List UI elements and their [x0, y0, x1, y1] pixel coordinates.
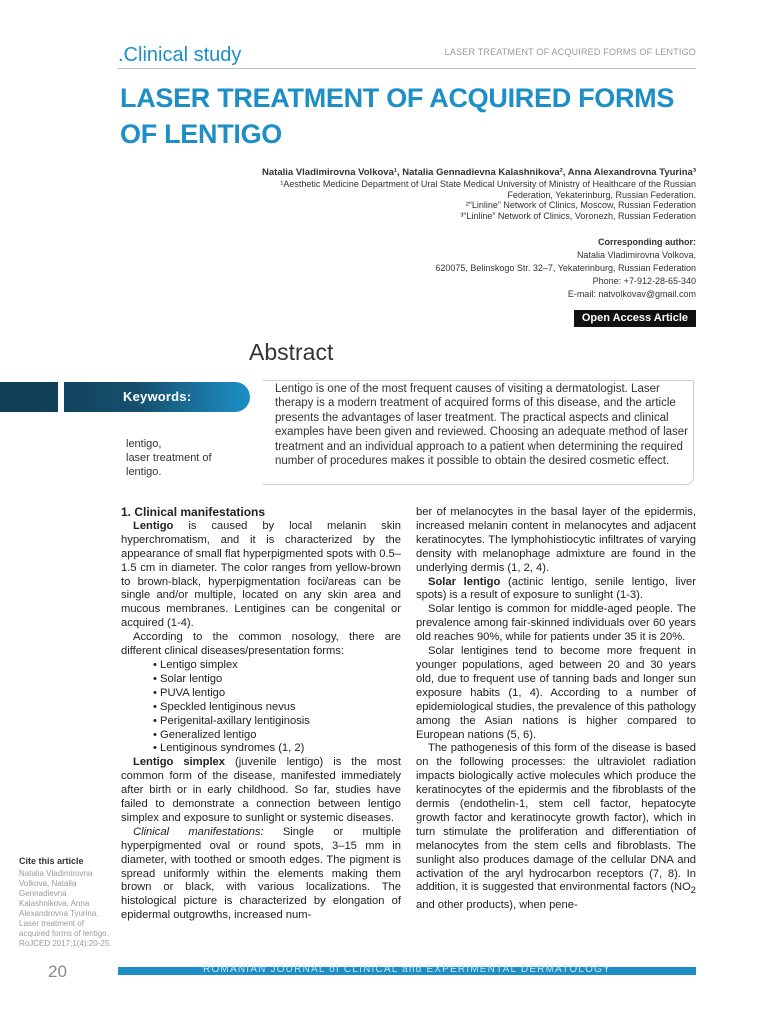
- keywords-banner-tab: [0, 382, 62, 412]
- list-item: • Solar lentigo: [153, 673, 401, 687]
- affiliation-3: ³“Linline” Network of Clinics, Voronezh, Russian Federation: [460, 211, 696, 221]
- keyword-item: laser treatment of: [126, 452, 212, 464]
- term-lentigo: Lentigo: [133, 519, 174, 532]
- keywords-list: [126, 437, 212, 479]
- paragraph-text: The pathogenesis of this form of the disease is based on the following processes: the ultraviolet radiation impacts biologically active molecules which produce the keratinocytes of the epidermis and the fibroblasts of the dermis (endothelin-1, stem cell factor, hepatocyte growth factor and keratinocyte growth factor), which in turn stimulate the proliferation and differentiation of melanocytes from the stem cells and fibroblasts. The sunlight also produces damage of the cellular DNA and activation of the aryl hydrocarbon receptors (7, 8). In addition, it is suggested that environmental factors (NO: [416, 742, 696, 894]
- list-item: • Generalized lentigo: [153, 729, 401, 743]
- list-item: • Speckled lentiginous nevus: [153, 701, 401, 715]
- forms-list: [121, 659, 401, 756]
- open-access-badge: Open Access Article: [574, 310, 696, 327]
- running-title: LASER TREATMENT OF ACQUIRED FORMS OF LENTIGO: [444, 47, 696, 57]
- cite-heading: Cite this article: [19, 856, 84, 866]
- paragraph-text: (juvenile lentigo) is the most common form of the disease, manifested immediately after birth or in early childhood. So far, studies have failed to demonstrate a connection between lentigo simplex and exposure to sunlight or systemic diseases.: [121, 756, 401, 824]
- corresponding-email[interactable]: E-mail: natvolkovav@gmail.com: [567, 289, 696, 299]
- keyword-item: lentigo,: [126, 438, 162, 450]
- abstract-heading: Abstract: [249, 339, 334, 365]
- paragraph-clinical: [121, 826, 401, 923]
- clinical-lead: Clinical manifestations:: [133, 825, 264, 838]
- abstract-text: Lentigo is one of the most frequent causes of visiting a dermatologist. Laser therapy is a modern treatment of acquired forms of this disease, and the article presents the advantages of laser treatment. The practical aspects and clinical examples have been given and reviewed. Choosing an adequate method of laser treatment and an individual approach to a patient when determining the required number of procedures makes it possible to obtain the desired cosmetic effect.: [275, 383, 689, 468]
- header-divider: [118, 68, 696, 69]
- keywords-banner-notch: [58, 366, 64, 428]
- subscript: 2: [690, 885, 696, 896]
- keyword-item: lentigo.: [126, 466, 162, 478]
- list-item: • PUVA lentigo: [153, 687, 401, 701]
- corresponding-name: Natalia Vladimirovna Volkova,: [576, 250, 696, 260]
- corresponding-address: 620075, Belinskogo Str. 32–7, Yekaterinburg, Russian Federation: [435, 263, 696, 273]
- affiliation-2: ²“Linline” Network of Clinics, Moscow, Russian Federation: [465, 200, 696, 210]
- paragraph-lentigo-simplex: [121, 756, 401, 826]
- page-number: 20: [48, 962, 67, 981]
- term-solar-lentigo: Solar lentigo: [428, 575, 501, 588]
- paragraph-text: Single or multiple hyperpigmented oval or round spots, 3–15 mm in diameter, with toothed or smooth edges. The pigment is spread uniformly within the elements making them brown or black, with various localizations. The histological picture is characterized by elongation of epidermal outgrowths, increased num-: [121, 825, 401, 922]
- paragraph-nosology: According to the common nosology, there are different clinical diseases/presentation forms:: [121, 631, 401, 658]
- affiliation-1: ¹Aesthetic Medicine Department of Ural State Medical University of Ministry of Healthcare of the Russian Federation, Yekaterinburg, Russian Federation.: [280, 179, 696, 200]
- section-heading: 1. Clinical manifestations: [121, 505, 266, 519]
- list-item: • Lentigo simplex: [153, 659, 401, 673]
- corresponding-phone: Phone: +7-912-28-65-340: [592, 276, 696, 286]
- journal-name: ROMANIAN JOURNAL of CLINICAL and EXPERIMENTAL DERMATOLOGY: [203, 964, 611, 975]
- body-column-left: [121, 506, 401, 923]
- paragraph-prevalence: Solar lentigo is common for middle-aged people. The prevalence among fair-skinned individuals over 60 years old reaches 90%, while for patients under 35 it is 20%.: [416, 603, 696, 644]
- paragraph-pathogenesis: [416, 742, 696, 912]
- author-list: Natalia Vladimirovna Volkova¹, Natalia Gennadievna Kalashnikova², Anna Alexandrovna Tyurina³: [262, 167, 696, 178]
- article-title: LASER TREATMENT OF ACQUIRED FORMS OF LENTIGO: [120, 83, 675, 149]
- paragraph-younger: Solar lentigines tend to become more frequent in younger populations, aged between 20 and 30 years old, due to frequent use of tanning bads and longer sun exposure habits (1, 4). According to a number of epidemiological studies, the prevalence of this pathology among the Asian nations is higher compared to European nations (5, 6).: [416, 645, 696, 741]
- paragraph-text: is caused by local melanin skin hyperchromatism, and it is characterized by the appearance of small flat hyperpigmented spots with 0.5–1.5 cm in diameter. The color ranges from yellow-brown to brown-black, hyperpigmentation foci/areas can be single and/or multiple, located on any skin area and mucous membranes. Lentigines can be congenital or acquired (1-4).: [121, 519, 401, 630]
- section-tag: .Clinical study: [118, 44, 242, 66]
- cite-text: Natalia Vladimirovna Volkova, Natalia Gennadievna Kalashnikova, Anna Alexandrovna Tyurina. Laser treatment of acquired forms of lentigo. RoJCED 2017;1(4):20-25.: [19, 869, 112, 948]
- paragraph-text: (actinic lentigo, senile lentigo, liver spots) is a result of exposure to sunlight (1-3).: [416, 575, 696, 602]
- paragraph-solar-lentigo: [416, 576, 696, 604]
- corresponding-heading: Corresponding author:: [598, 237, 696, 247]
- list-item: • Perigenital-axillary lentiginosis: [153, 715, 401, 729]
- term-lentigo-simplex: Lentigo simplex: [133, 756, 226, 769]
- body-column-right: [416, 506, 696, 913]
- keywords-label: Keywords:: [123, 389, 192, 404]
- paragraph-text: and other products), when pene-: [416, 898, 578, 911]
- paragraph-histology: ber of melanocytes in the basal layer of the epidermis, increased melanin content in melanocytes and adjacent keratinocytes. The lymphohistiocytic infiltrates of varying density with melanophage admixture are found in the underlying dermis (1, 2, 4).: [416, 506, 696, 574]
- paragraph-lentigo: [121, 520, 401, 631]
- list-item: • Lentiginous syndromes (1, 2): [153, 742, 401, 756]
